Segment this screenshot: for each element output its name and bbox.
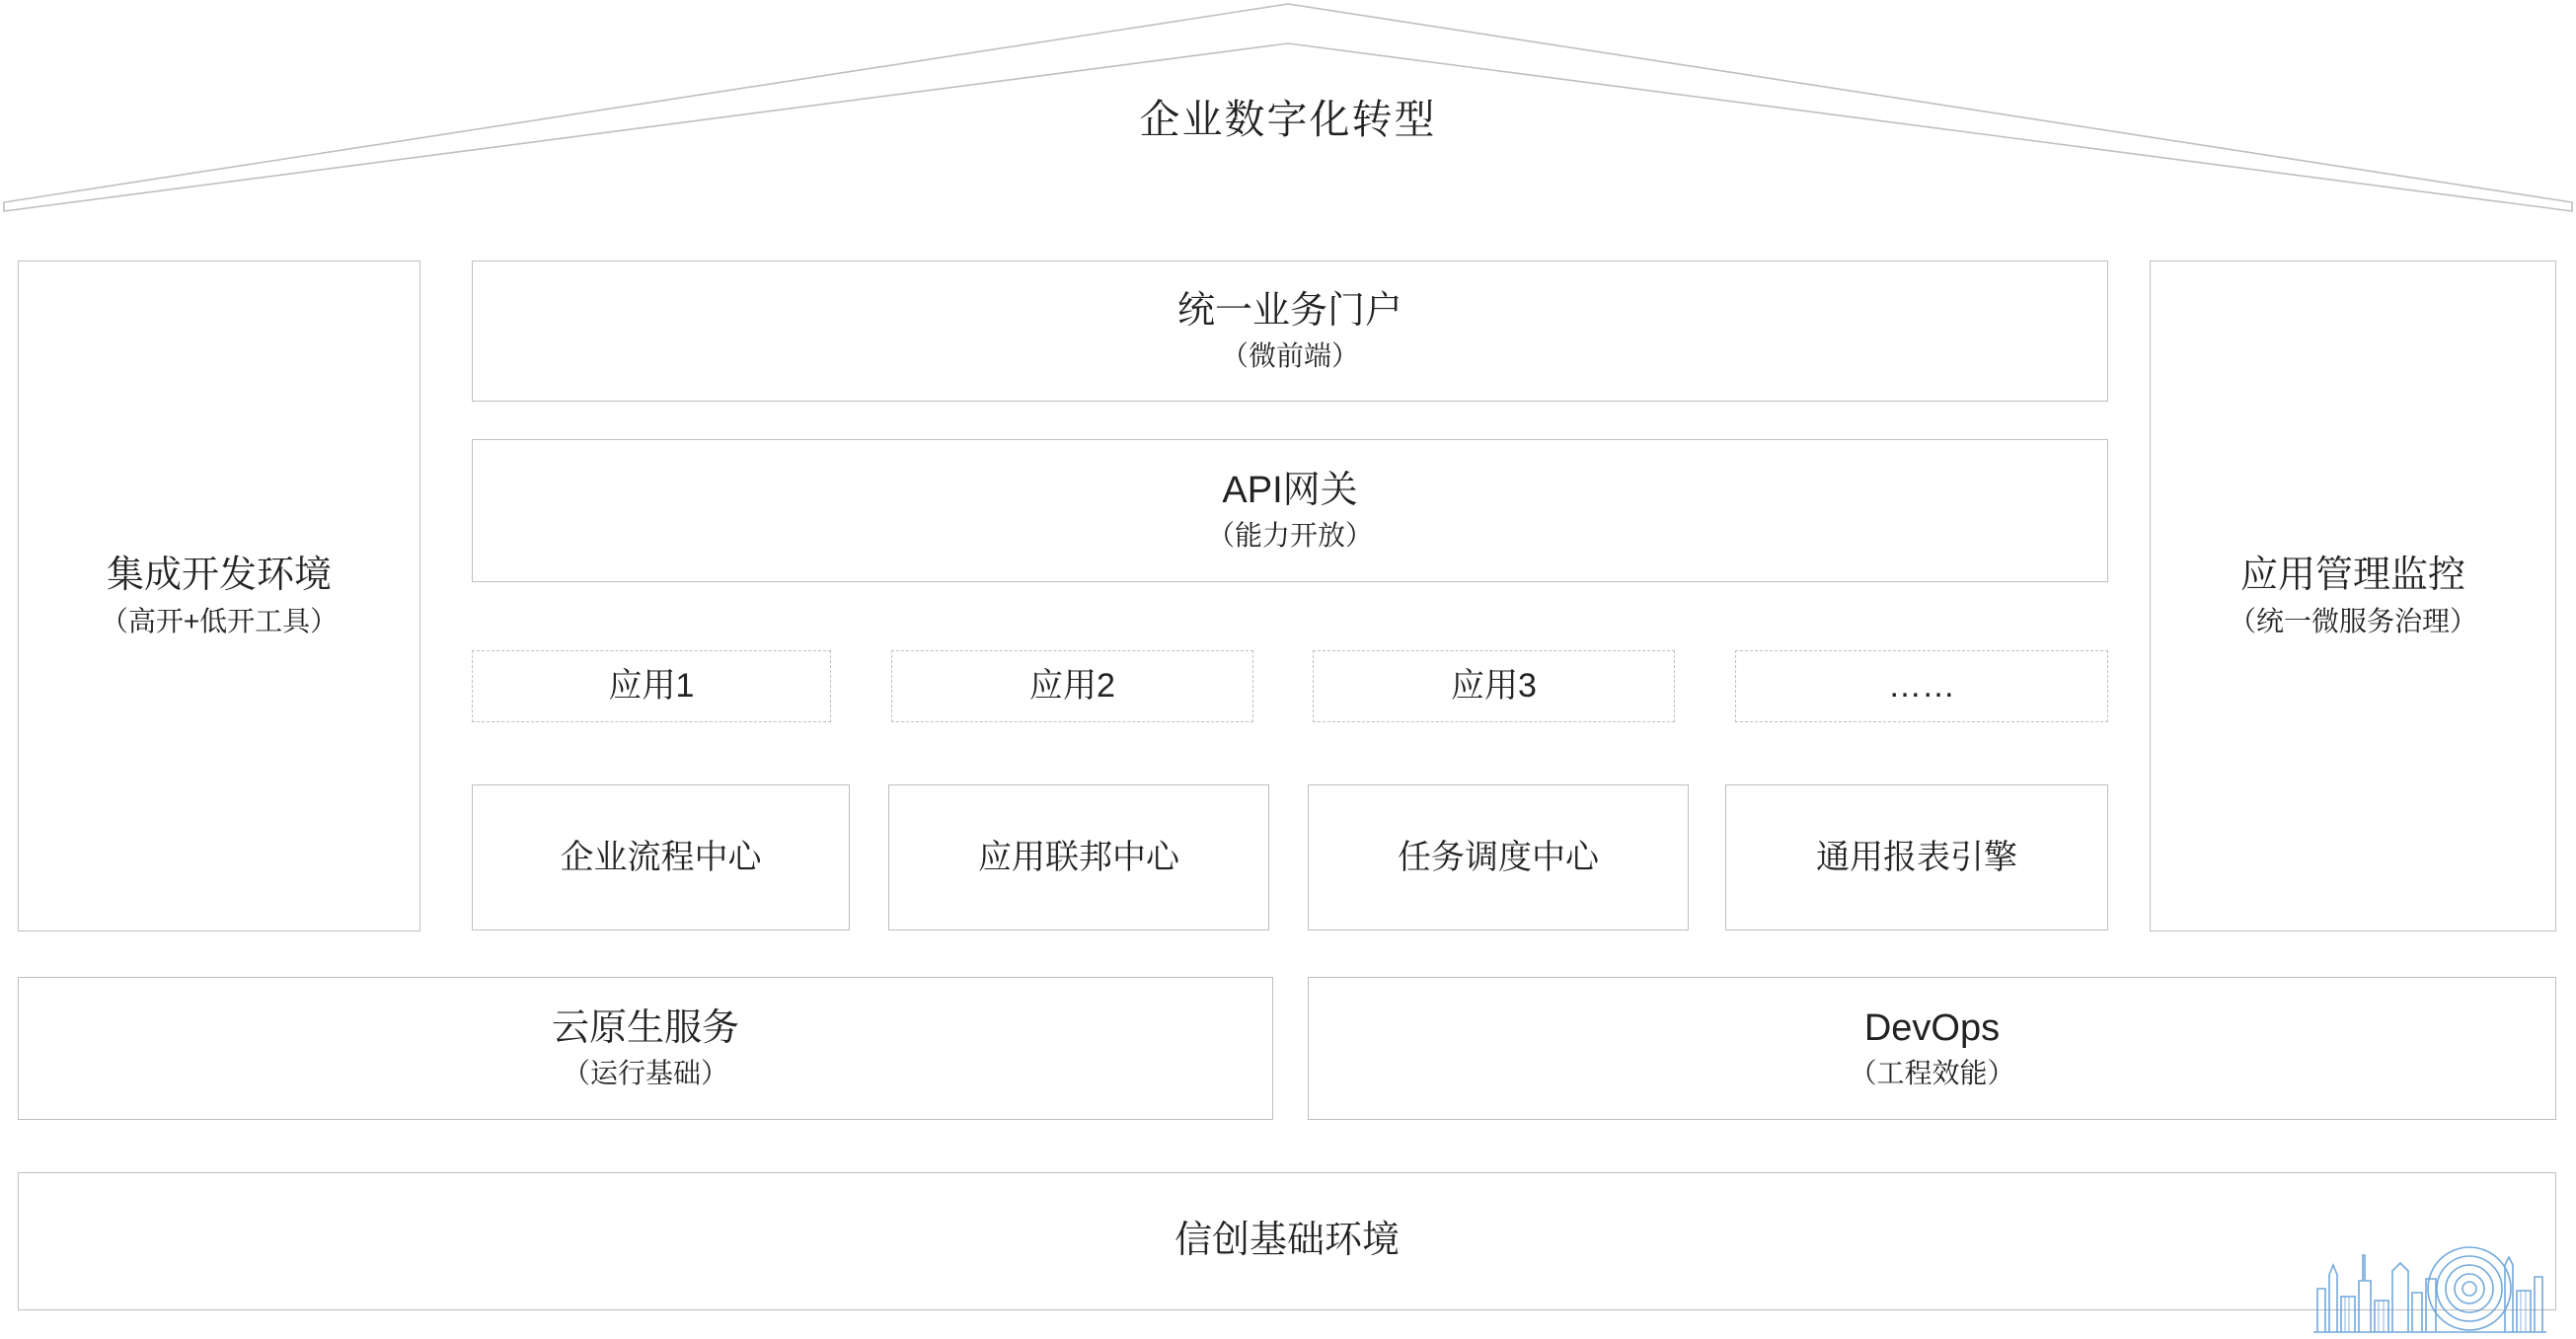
block-devops[interactable] bbox=[1308, 977, 2556, 1120]
api-gateway-title: API网关 bbox=[1222, 469, 1358, 511]
devops-title: DevOps bbox=[1863, 1006, 2001, 1049]
app-2-label: 应用2 bbox=[1029, 667, 1115, 706]
cloud-native-subtitle: （运行基础） bbox=[562, 1058, 728, 1089]
api-gateway-subtitle: （能力开放） bbox=[1206, 520, 1373, 552]
block-cloud-native-services[interactable] bbox=[18, 977, 1273, 1120]
block-application-federation-center[interactable] bbox=[888, 784, 1269, 930]
app-more-label: …… bbox=[1888, 667, 1955, 706]
block-application-more[interactable] bbox=[1735, 650, 2108, 722]
devops-subtitle: （工程效能） bbox=[1849, 1058, 2015, 1089]
right-pillar-subtitle: （统一微服务治理） bbox=[2228, 605, 2477, 636]
left-pillar-integrated-dev-environment[interactable] bbox=[18, 260, 420, 931]
app-1-label: 应用1 bbox=[608, 667, 695, 706]
left-pillar-subtitle: （高开+低开工具） bbox=[100, 605, 339, 636]
block-application-1[interactable] bbox=[472, 650, 831, 722]
foundation-title: 信创基础环境 bbox=[1174, 1220, 1400, 1262]
block-general-report-engine[interactable] bbox=[1725, 784, 2108, 930]
block-xinchuang-foundation-environment[interactable] bbox=[18, 1172, 2556, 1310]
portal-title: 统一业务门户 bbox=[1176, 289, 1402, 332]
app-3-label: 应用3 bbox=[1451, 667, 1537, 706]
center-1-label: 企业流程中心 bbox=[560, 838, 762, 876]
right-pillar-app-management-monitoring[interactable] bbox=[2150, 260, 2556, 931]
left-pillar-title: 集成开发环境 bbox=[106, 555, 332, 597]
center-4-label: 通用报表引擎 bbox=[1816, 838, 2017, 876]
roof-shape bbox=[0, 0, 2576, 212]
block-enterprise-process-center[interactable] bbox=[472, 784, 850, 930]
block-application-3[interactable] bbox=[1313, 650, 1675, 722]
right-pillar-title: 应用管理监控 bbox=[2239, 555, 2465, 597]
block-api-gateway[interactable] bbox=[472, 439, 2108, 582]
portal-subtitle: （微前端） bbox=[1220, 340, 1359, 372]
cloud-native-title: 云原生服务 bbox=[551, 1006, 739, 1049]
diagram-title: 企业数字化转型 bbox=[1139, 97, 1437, 142]
center-3-label: 任务调度中心 bbox=[1398, 838, 1599, 876]
block-unified-business-portal[interactable] bbox=[472, 260, 2108, 402]
block-task-scheduling-center[interactable] bbox=[1308, 784, 1689, 930]
block-application-2[interactable] bbox=[891, 650, 1253, 722]
center-2-label: 应用联邦中心 bbox=[978, 838, 1179, 876]
